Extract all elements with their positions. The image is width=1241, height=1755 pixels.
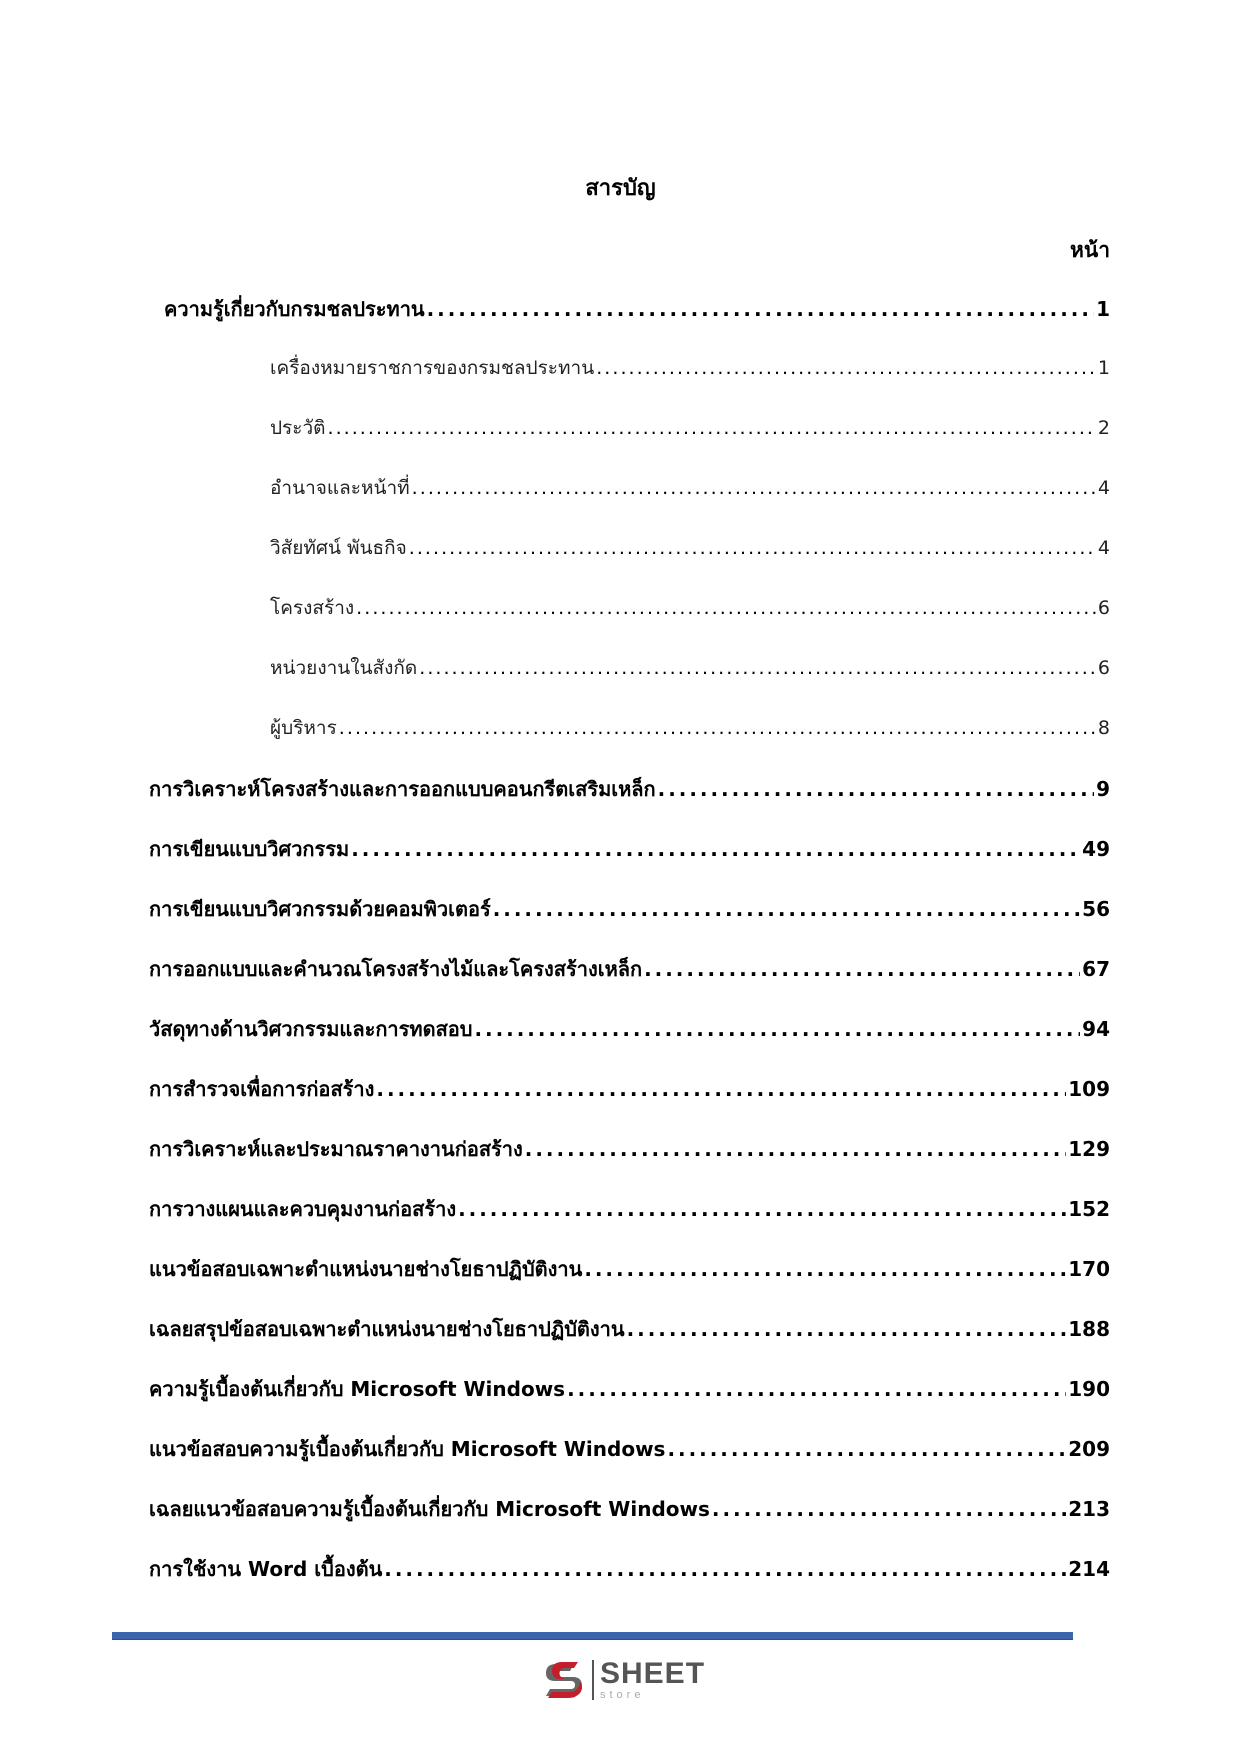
toc-entry-label: แนวข้อสอบเฉพาะตำแหน่งนายช่างโยธาปฏิบัติงาน — [149, 1257, 583, 1281]
toc-dot-leader — [493, 897, 1080, 921]
toc-entry-page: 6 — [1097, 597, 1110, 619]
toc-dot-leader — [712, 1497, 1066, 1521]
toc-dot-leader — [667, 1437, 1066, 1461]
toc-entry-page: 67 — [1082, 957, 1110, 981]
toc-entry[interactable] — [270, 653, 1110, 683]
toc-entry-label: วิสัยทัศน์ พันธกิจ — [270, 537, 407, 559]
logo-subtext: store — [600, 1689, 645, 1701]
toc-entry-page: 152 — [1068, 1197, 1110, 1221]
toc-dot-leader — [419, 657, 1096, 679]
toc-entry[interactable] — [149, 1553, 1110, 1585]
toc-dot-leader — [356, 597, 1096, 619]
toc-entry-label: การวางแผนและควบคุมงานก่อสร้าง — [149, 1197, 457, 1221]
toc-dot-leader — [376, 1077, 1066, 1101]
toc-entry-label: การเขียนแบบวิศวกรรมด้วยคอมพิวเตอร์ — [149, 897, 491, 921]
toc-entry-label: แนวข้อสอบความรู้เบื้องต้นเกี่ยวกับ Microsoft Windows — [149, 1437, 666, 1461]
toc-entry-page: 129 — [1068, 1137, 1110, 1161]
toc-entry-label: หน่วยงานในสังกัด — [270, 657, 418, 679]
toc-entry-label: ผู้บริหาร — [270, 717, 337, 739]
toc-entry-page: 170 — [1068, 1257, 1110, 1281]
toc-entry-page: 49 — [1082, 837, 1110, 861]
sheet-store-logo — [540, 1655, 715, 1705]
toc-dot-leader — [475, 1017, 1081, 1041]
toc-entry[interactable] — [149, 1313, 1110, 1345]
toc-dot-leader — [567, 1377, 1066, 1401]
toc-entry-page: 1 — [1097, 357, 1110, 379]
toc-dot-leader — [596, 357, 1096, 379]
toc-entry-page: 213 — [1068, 1497, 1110, 1521]
toc-entry-label: เฉลยสรุปข้อสอบเฉพาะตำแหน่งนายช่างโยธาปฏิบัติงาน — [149, 1317, 625, 1341]
toc-entry[interactable] — [270, 713, 1110, 743]
toc-entry-label: โครงสร้าง — [270, 597, 355, 619]
toc-dot-leader — [409, 537, 1096, 559]
sheet-store-s-logo-icon — [540, 1656, 588, 1704]
toc-dot-leader — [658, 777, 1094, 801]
toc-entry[interactable] — [149, 1133, 1110, 1165]
toc-entry[interactable] — [149, 1493, 1110, 1525]
toc-entry-page: 4 — [1097, 537, 1110, 559]
toc-entry[interactable] — [149, 1373, 1110, 1405]
toc-entry-page: 4 — [1097, 477, 1110, 499]
toc-dot-leader — [327, 417, 1095, 439]
toc-dot-leader — [339, 717, 1096, 739]
toc-entry-label: การใช้งาน Word เบื้องต้น — [149, 1557, 383, 1581]
toc-entry[interactable] — [149, 773, 1110, 805]
toc-entry-page: 94 — [1082, 1017, 1110, 1041]
page-title: สารบัญ — [585, 176, 656, 201]
toc-entry[interactable] — [149, 1253, 1110, 1285]
toc-entry-label: ความรู้เกี่ยวกับกรมชลประทาน — [164, 297, 425, 321]
toc-entry[interactable] — [270, 353, 1110, 383]
toc-entry[interactable] — [270, 473, 1110, 503]
toc-dot-leader — [584, 1257, 1066, 1281]
toc-entry[interactable] — [149, 893, 1110, 925]
toc-entry[interactable] — [164, 293, 1110, 325]
logo-text: SHEET — [600, 1657, 706, 1690]
toc-entry[interactable] — [149, 1433, 1110, 1465]
toc-entry-page: 6 — [1097, 657, 1110, 679]
toc-dot-leader — [644, 957, 1080, 981]
toc-entry-page: 8 — [1097, 717, 1110, 739]
toc-entry-label: การสำรวจเพื่อการก่อสร้าง — [149, 1077, 375, 1101]
toc-entry-page: 190 — [1068, 1377, 1110, 1401]
toc-entry[interactable] — [270, 413, 1110, 443]
toc-entry-page: 2 — [1097, 417, 1110, 439]
toc-entry[interactable] — [149, 1193, 1110, 1225]
toc-entry-page: 209 — [1068, 1437, 1110, 1461]
toc-dot-leader — [412, 477, 1096, 499]
page-column-header: หน้า — [1070, 238, 1110, 262]
toc-entry-label: การวิเคราะห์โครงสร้างและการออกแบบคอนกรีตเสริมเหล็ก — [149, 777, 656, 801]
toc-dot-leader — [351, 837, 1080, 861]
toc-entry[interactable] — [270, 593, 1110, 623]
toc-entry-label: การเขียนแบบวิศวกรรม — [149, 837, 350, 861]
toc-entry-page: 56 — [1082, 897, 1110, 921]
toc-entry-page: 1 — [1096, 297, 1110, 321]
toc-entry[interactable] — [149, 1073, 1110, 1105]
toc-entry-label: วัสดุทางด้านวิศวกรรมและการทดสอบ — [149, 1017, 473, 1041]
toc-dot-leader — [627, 1317, 1067, 1341]
toc-entry[interactable] — [149, 953, 1110, 985]
toc-entry-label: อำนาจและหน้าที่ — [270, 477, 410, 499]
toc-entry-page: 109 — [1068, 1077, 1110, 1101]
toc-entry-page: 9 — [1096, 777, 1110, 801]
toc-dot-leader — [384, 1557, 1066, 1581]
toc-dot-leader — [427, 297, 1094, 321]
toc-dot-leader — [458, 1197, 1066, 1221]
toc-entry-label: การออกแบบและคำนวณโครงสร้างไม้และโครงสร้างเหล็ก — [149, 957, 643, 981]
toc-entry-page: 214 — [1068, 1557, 1110, 1581]
logo-divider — [592, 1660, 594, 1700]
toc-entry-label: เฉลยแนวข้อสอบความรู้เบื้องต้นเกี่ยวกับ Microsoft Windows — [149, 1497, 710, 1521]
toc-entry-label: เครื่องหมายราชการของกรมชลประทาน — [270, 357, 595, 379]
toc-entry-page: 188 — [1068, 1317, 1110, 1341]
footer-rule — [112, 1632, 1073, 1640]
toc-entry[interactable] — [149, 1013, 1110, 1045]
toc-entry[interactable] — [270, 533, 1110, 563]
toc-entry-label: ความรู้เบื้องต้นเกี่ยวกับ Microsoft Windows — [149, 1377, 566, 1401]
logo-wordmark — [600, 1659, 705, 1701]
toc-dot-leader — [525, 1137, 1066, 1161]
toc-entry-label: การวิเคราะห์และประมาณราคางานก่อสร้าง — [149, 1137, 523, 1161]
toc-entry[interactable] — [149, 833, 1110, 865]
toc-entry-label: ประวัติ — [270, 417, 326, 439]
